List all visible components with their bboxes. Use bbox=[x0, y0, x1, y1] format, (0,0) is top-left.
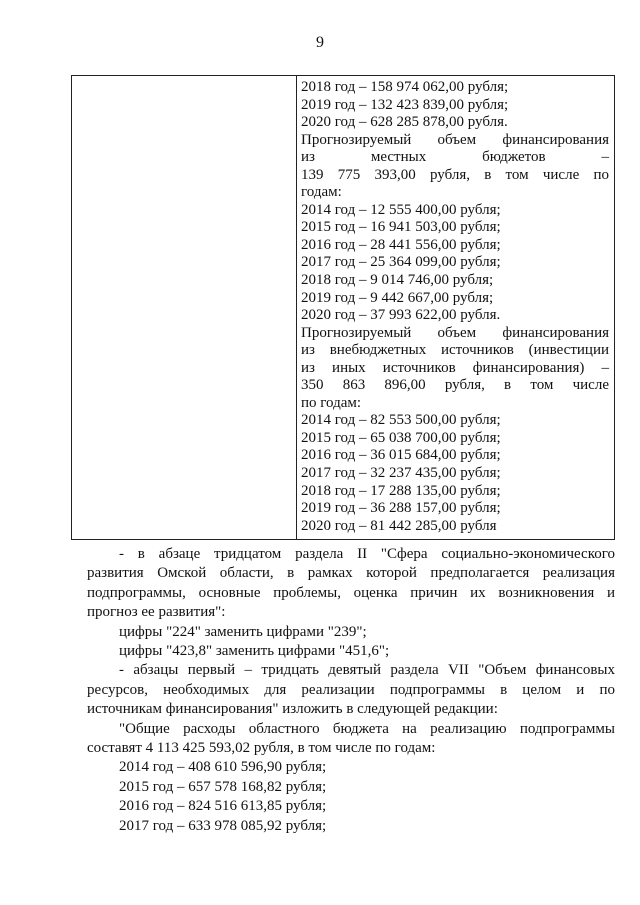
paragraph-line: цифры "224" заменить цифрами "239"; bbox=[119, 623, 367, 640]
table-line: 2017 год – 32 237 435,00 рубля; bbox=[301, 465, 501, 482]
paragraph-line: 2017 год – 633 978 085,92 рубля; bbox=[119, 817, 327, 834]
table-line: 350 863 896,00 рубля, в том числе bbox=[301, 377, 609, 394]
table-line: 2018 год – 17 288 135,00 рубля; bbox=[301, 482, 501, 499]
table-line: по годам: bbox=[301, 394, 362, 411]
table-line: 139 775 393,00 рубля, в том числе по bbox=[301, 166, 609, 183]
table-line: годам: bbox=[301, 184, 342, 201]
table-line: 2018 год – 158 974 062,00 рубля; bbox=[301, 79, 509, 95]
table-line: 2019 год – 9 442 667,00 рубля; bbox=[301, 289, 494, 306]
table-line: 2020 год – 81 442 285,00 рубля bbox=[301, 517, 497, 534]
paragraph-line: - в абзаце тридцатом раздела II "Сфера социально-экономического bbox=[119, 546, 615, 562]
table-column-divider bbox=[296, 75, 297, 540]
table-line: 2015 год – 65 038 700,00 рубля; bbox=[301, 429, 501, 446]
paragraph-line: ресурсов, необходимых для реализации подпрограммы в целом и по bbox=[87, 681, 615, 698]
table-line: 2014 год – 82 553 500,00 рубля; bbox=[301, 412, 501, 429]
table-line: 2017 год – 25 364 099,00 рубля; bbox=[301, 254, 501, 271]
page-number: 9 bbox=[316, 34, 324, 51]
table-line: из иных источников финансирования) – bbox=[301, 359, 609, 376]
paragraph-line: подпрограммы, основные проблемы, оценка причин их возникновения и bbox=[87, 584, 615, 601]
table-right-cell bbox=[301, 79, 609, 535]
table-line: 2019 год – 132 423 839,00 рубля; bbox=[301, 96, 509, 113]
paragraph-line: 2016 год – 824 516 613,85 рубля; bbox=[119, 798, 327, 815]
table-line: из внебюджетных источников (инвестиции bbox=[301, 342, 609, 359]
table-line: 2020 год – 628 285 878,00 рубля. bbox=[301, 114, 508, 131]
table-line: 2019 год – 36 288 157,00 рубля; bbox=[301, 500, 501, 517]
table-line: из местных бюджетов – bbox=[301, 149, 609, 166]
table-line: 2018 год – 9 014 746,00 рубля; bbox=[301, 272, 494, 289]
document-body bbox=[87, 545, 615, 836]
financing-table bbox=[71, 75, 615, 540]
paragraph-line: "Общие расходы областного бюджета на реализацию подпрограммы bbox=[119, 720, 615, 737]
paragraph-line: - абзацы первый – тридцать девятый раздела VII "Объем финансовых bbox=[119, 662, 615, 679]
paragraph-line: прогноз ее развития": bbox=[87, 604, 226, 621]
table-line: 2020 год – 37 993 622,00 рубля. bbox=[301, 307, 501, 324]
table-line: Прогнозируемый объем финансирования bbox=[301, 324, 609, 341]
paragraph-line: 2014 год – 408 610 596,90 рубля; bbox=[119, 759, 327, 776]
paragraph-line: источникам финансирования" изложить в следующей редакции: bbox=[87, 701, 498, 718]
table-line: 2016 год – 36 015 684,00 рубля; bbox=[301, 447, 501, 464]
table-line: Прогнозируемый объем финансирования bbox=[301, 131, 609, 148]
table-line: 2015 год – 16 941 503,00 рубля; bbox=[301, 219, 501, 236]
paragraph-line: составят 4 113 425 593,02 рубля, в том числе по годам: bbox=[87, 740, 436, 757]
paragraph-line: цифры "423,8" заменить цифрами "451,6"; bbox=[119, 643, 390, 660]
paragraph-line: 2015 год – 657 578 168,82 рубля; bbox=[119, 778, 327, 795]
table-line: 2016 год – 28 441 556,00 рубля; bbox=[301, 236, 501, 253]
table-line: 2014 год – 12 555 400,00 рубля; bbox=[301, 201, 501, 218]
paragraph-line: развития Омской области, в рамках которой предполагается реализация bbox=[87, 565, 615, 582]
